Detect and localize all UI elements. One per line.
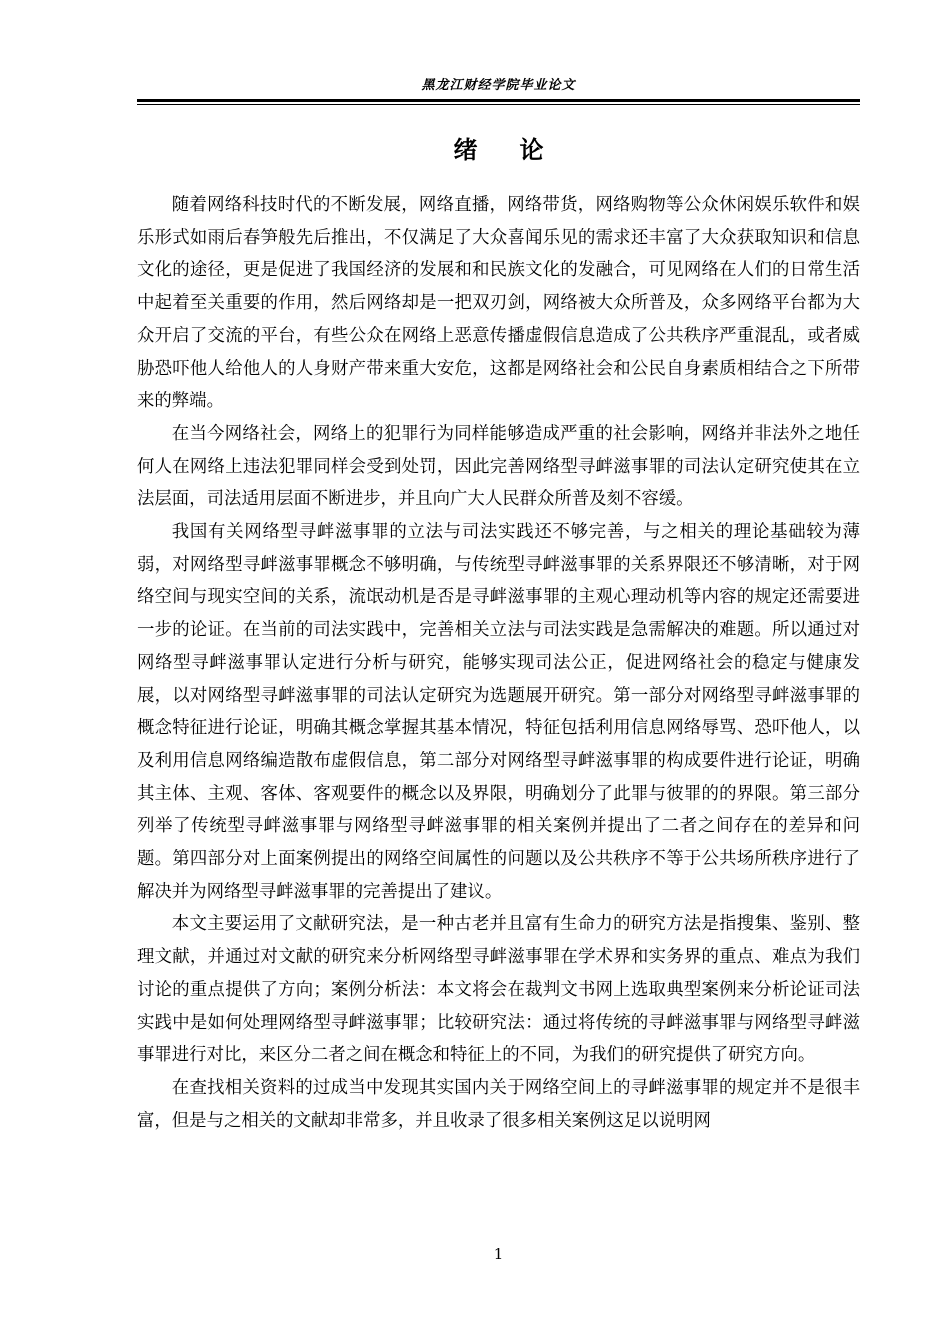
- chapter-title-part1: 绪: [453, 136, 478, 164]
- header-rule-thin: [137, 104, 860, 105]
- running-header: 黑龙江财经学院毕业论文: [421, 78, 576, 93]
- paragraph-3: 我国有关网络型寻衅滋事罪的立法与司法实践还不够完善，与之相关的理论基础较为薄弱，对网络型寻衅滋事罪概念不够明确，与传统型寻衅滋事罪的关系界限还不够清晰，对于网络空间与现实空间的关系，流氓动机是否是寻衅滋事罪的主观心理动机等内容的规定还需要进一步的论证。在当前的司法实践中，完善相关立法与司法实践是急需解决的难题。所以通过对网络型寻衅滋事罪认定进行分析与研究，能够实现司法公正，促进网络社会的稳定与健康发展，以对网络型寻衅滋事罪的司法认定研究为选题展开研究。第一部分对网络型寻衅滋事罪的概念特征进行论证，明确其概念掌握其基本情况，特征包括利用信息网络辱骂、恐吓他人，以及利用信息网络编造散布虚假信息，第二部分对网络型寻衅滋事罪的构成要件进行论证，明确其主体、主观、客体、客观要件的概念以及界限，明确划分了此罪与彼罪的的界限。第三部分列举了传统型寻衅滋事罪与网络型寻衅滋事罪的相关案例并提出了二者之间存在的差异和问题。第四部分对上面案例提出的网络空间属性的问题以及公共秩序不等于公共场所秩序进行了解决并为网络型寻衅滋事罪的完善提出了建议。: [137, 522, 860, 902]
- paragraph-2: 在当今网络社会，网络上的犯罪行为同样能够造成严重的社会影响，网络并非法外之地任何人在网络上违法犯罪同样会受到处罚，因此完善网络型寻衅滋事罪的司法认定研究使其在立法层面，司法适用层面不断进步，并且向广大人民群众所普及刻不容缓。: [137, 423, 860, 510]
- chapter-title: [137, 132, 860, 168]
- header-rule-thick: [137, 99, 860, 102]
- chapter-title-part2: 论: [519, 136, 544, 164]
- paragraph-1: 随着网络科技时代的不断发展，网络直播，网络带货，网络购物等公众休闲娱乐软件和娱乐形式如雨后春笋般先后推出，不仅满足了大众喜闻乐见的需求还丰富了大众获取知识和信息文化的途径，更是促进了我国经济的发展和和民族文化的发融合，可见网络在人们的日常生活中起着至关重要的作用，然后网络却是一把双刃剑，网络被大众所普及，众多网络平台都为大众开启了交流的平台，有些公众在网络上恶意传播虚假信息造成了公共秩序严重混乱，或者威胁恐吓他人给他人的人身财产带来重大安危，这都是网络社会和公民自身素质相结合之下所带来的弊端。: [137, 195, 860, 412]
- paragraph-4: 本文主要运用了文献研究法，是一种古老并且富有生命力的研究方法是指搜集、鉴别、整理文献，并通过对文献的研究来分析网络型寻衅滋事罪在学术界和实务界的重点、难点为我们讨论的重点提供了方向；案例分析法：本文将会在裁判文书网上选取典型案例来分析论证司法实践中是如何处理网络型寻衅滋事罪；比较研究法：通过将传统的寻衅滋事罪与网络型寻衅滋事罪进行对比，来区分二者之间在概念和特征上的不同，为我们的研究提供了研究方向。: [137, 914, 860, 1066]
- body-text: [137, 189, 860, 1137]
- page-number: 1: [493, 1245, 504, 1263]
- paragraph-5: 在查找相关资料的过成当中发现其实国内关于网络空间上的寻衅滋事罪的规定并不是很丰富，但是与之相关的文献却非常多，并且收录了很多相关案例这足以说明网: [137, 1077, 860, 1131]
